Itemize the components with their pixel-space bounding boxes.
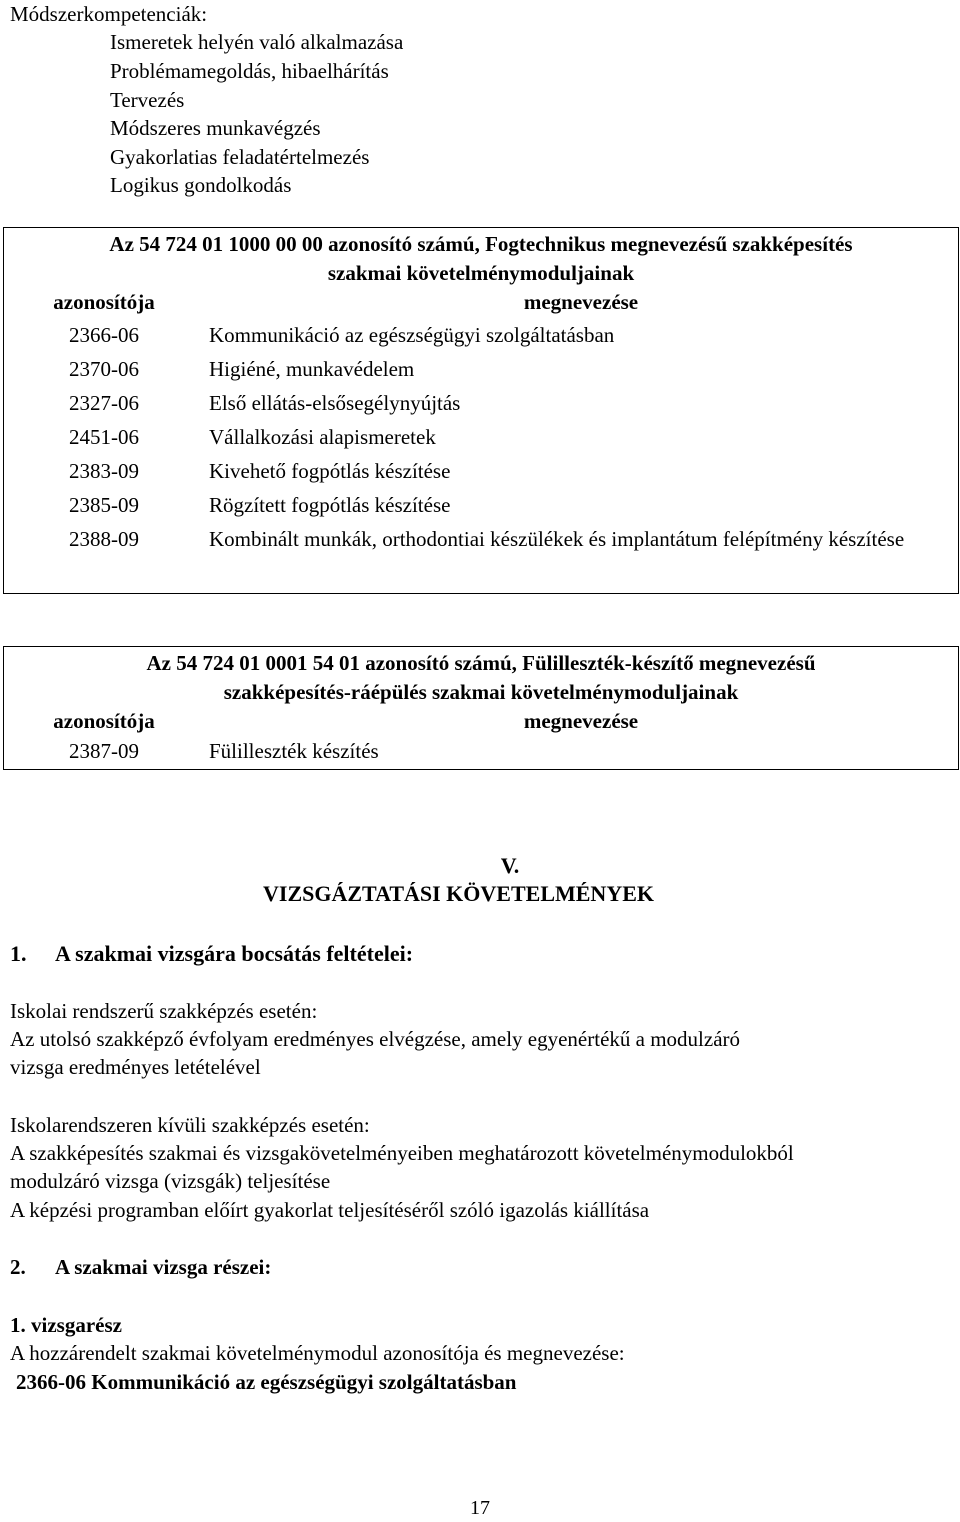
competence-item: Módszeres munkavégzés: [110, 116, 321, 140]
competence-item: Logikus gondolkodás: [110, 173, 292, 197]
competence-item: Problémamegoldás, hibaelhárítás: [110, 59, 389, 83]
competence-item: Gyakorlatias feladatértelmezés: [110, 145, 370, 169]
module-name: Első ellátás-elsősegélynyújtás: [209, 391, 461, 415]
competence-item: Ismeretek helyén való alkalmazása: [110, 30, 404, 54]
table-row: [4, 737, 959, 769]
module-name: Higiéné, munkavédelem: [209, 357, 415, 381]
module-table-fulilleszték: [3, 646, 959, 770]
module-id: 2385-09: [69, 493, 139, 517]
table-row: [4, 525, 959, 593]
table1-title-line1: Az 54 724 01 1000 00 00 azonosító számú, Fogtechnikus megnevezésű szakképesítés: [109, 232, 853, 256]
module-id: 2451-06: [69, 425, 139, 449]
table1-col-name: megnevezése: [523, 290, 639, 314]
exam-part-text: A hozzárendelt szakmai követelménymodul azonosítója és megnevezése:: [10, 1341, 625, 1365]
page-number: 17: [470, 1497, 490, 1519]
section1-title: A szakmai vizsgára bocsátás feltételei:: [55, 941, 414, 966]
table-row: [4, 389, 959, 423]
module-id: 2370-06: [69, 357, 139, 381]
table1-title-line2: szakmai követelménymoduljainak: [327, 261, 635, 285]
module-name: Rögzített fogpótlás készítése: [209, 493, 451, 517]
school-text: vizsga eredményes letételével: [10, 1055, 261, 1079]
table-row: [4, 491, 959, 525]
chapter-title: VIZSGÁZTATÁSI KÖVETELMÉNYEK: [263, 881, 654, 906]
section2-title: A szakmai vizsga részei:: [55, 1255, 272, 1279]
competences-heading: Módszerkompetenciák:: [10, 2, 208, 26]
outside-text: modulzáró vizsga (vizsgák) teljesítése: [10, 1169, 331, 1193]
table-row: [4, 457, 959, 491]
exam-part-module: 2366-06 Kommunikáció az egészségügyi szolgáltatásban: [16, 1370, 517, 1394]
table-row: [4, 423, 959, 457]
table2-col-id: azonosítója: [53, 709, 155, 733]
section1-number: 1.: [10, 941, 27, 966]
module-id: 2366-06: [69, 323, 139, 347]
table-row: [4, 355, 959, 389]
module-id: 2383-09: [69, 459, 139, 483]
table2-title-line2: szakképesítés-ráépülés szakmai követelménymoduljainak: [223, 680, 739, 704]
module-id: 2388-09: [69, 527, 139, 551]
module-name: Vállalkozási alapismeretek: [209, 425, 436, 449]
module-name: Fülilleszték készítés: [209, 739, 379, 763]
module-name: Kivehető fogpótlás készítése: [209, 459, 451, 483]
module-table-fogtechnikus: [3, 227, 959, 594]
table2-title-line1: Az 54 724 01 0001 54 01 azonosító számú, Fülilleszték-készítő megnevezésű: [146, 651, 816, 675]
section2-number: 2.: [10, 1255, 26, 1279]
table1-col-id: azonosítója: [53, 290, 155, 314]
outside-text: A szakképesítés szakmai és vizsgakövetelményeiben meghatározott követelménymodulokból: [10, 1141, 794, 1165]
chapter-number: V.: [500, 853, 520, 878]
table-row: [4, 321, 959, 355]
school-text: Az utolsó szakképző évfolyam eredményes elvégzése, amely egyenértékű a modulzáró: [10, 1027, 741, 1051]
exam-part-heading: 1. vizsgarész: [10, 1313, 122, 1337]
module-id: 2327-06: [69, 391, 139, 415]
module-id: 2387-09: [69, 739, 139, 763]
outside-heading: Iskolarendszeren kívüli szakképzés esetén:: [10, 1113, 370, 1137]
competence-item: Tervezés: [110, 88, 185, 112]
school-heading: Iskolai rendszerű szakképzés esetén:: [10, 999, 318, 1023]
module-name: Kombinált munkák, orthodontiai készülékek és implantátum felépítmény készítése: [209, 527, 905, 551]
module-name: Kommunikáció az egészségügyi szolgáltatásban: [209, 323, 615, 347]
table2-col-name: megnevezése: [523, 709, 639, 733]
outside-text: A képzési programban előírt gyakorlat teljesítéséről szóló igazolás kiállítása: [10, 1198, 650, 1222]
